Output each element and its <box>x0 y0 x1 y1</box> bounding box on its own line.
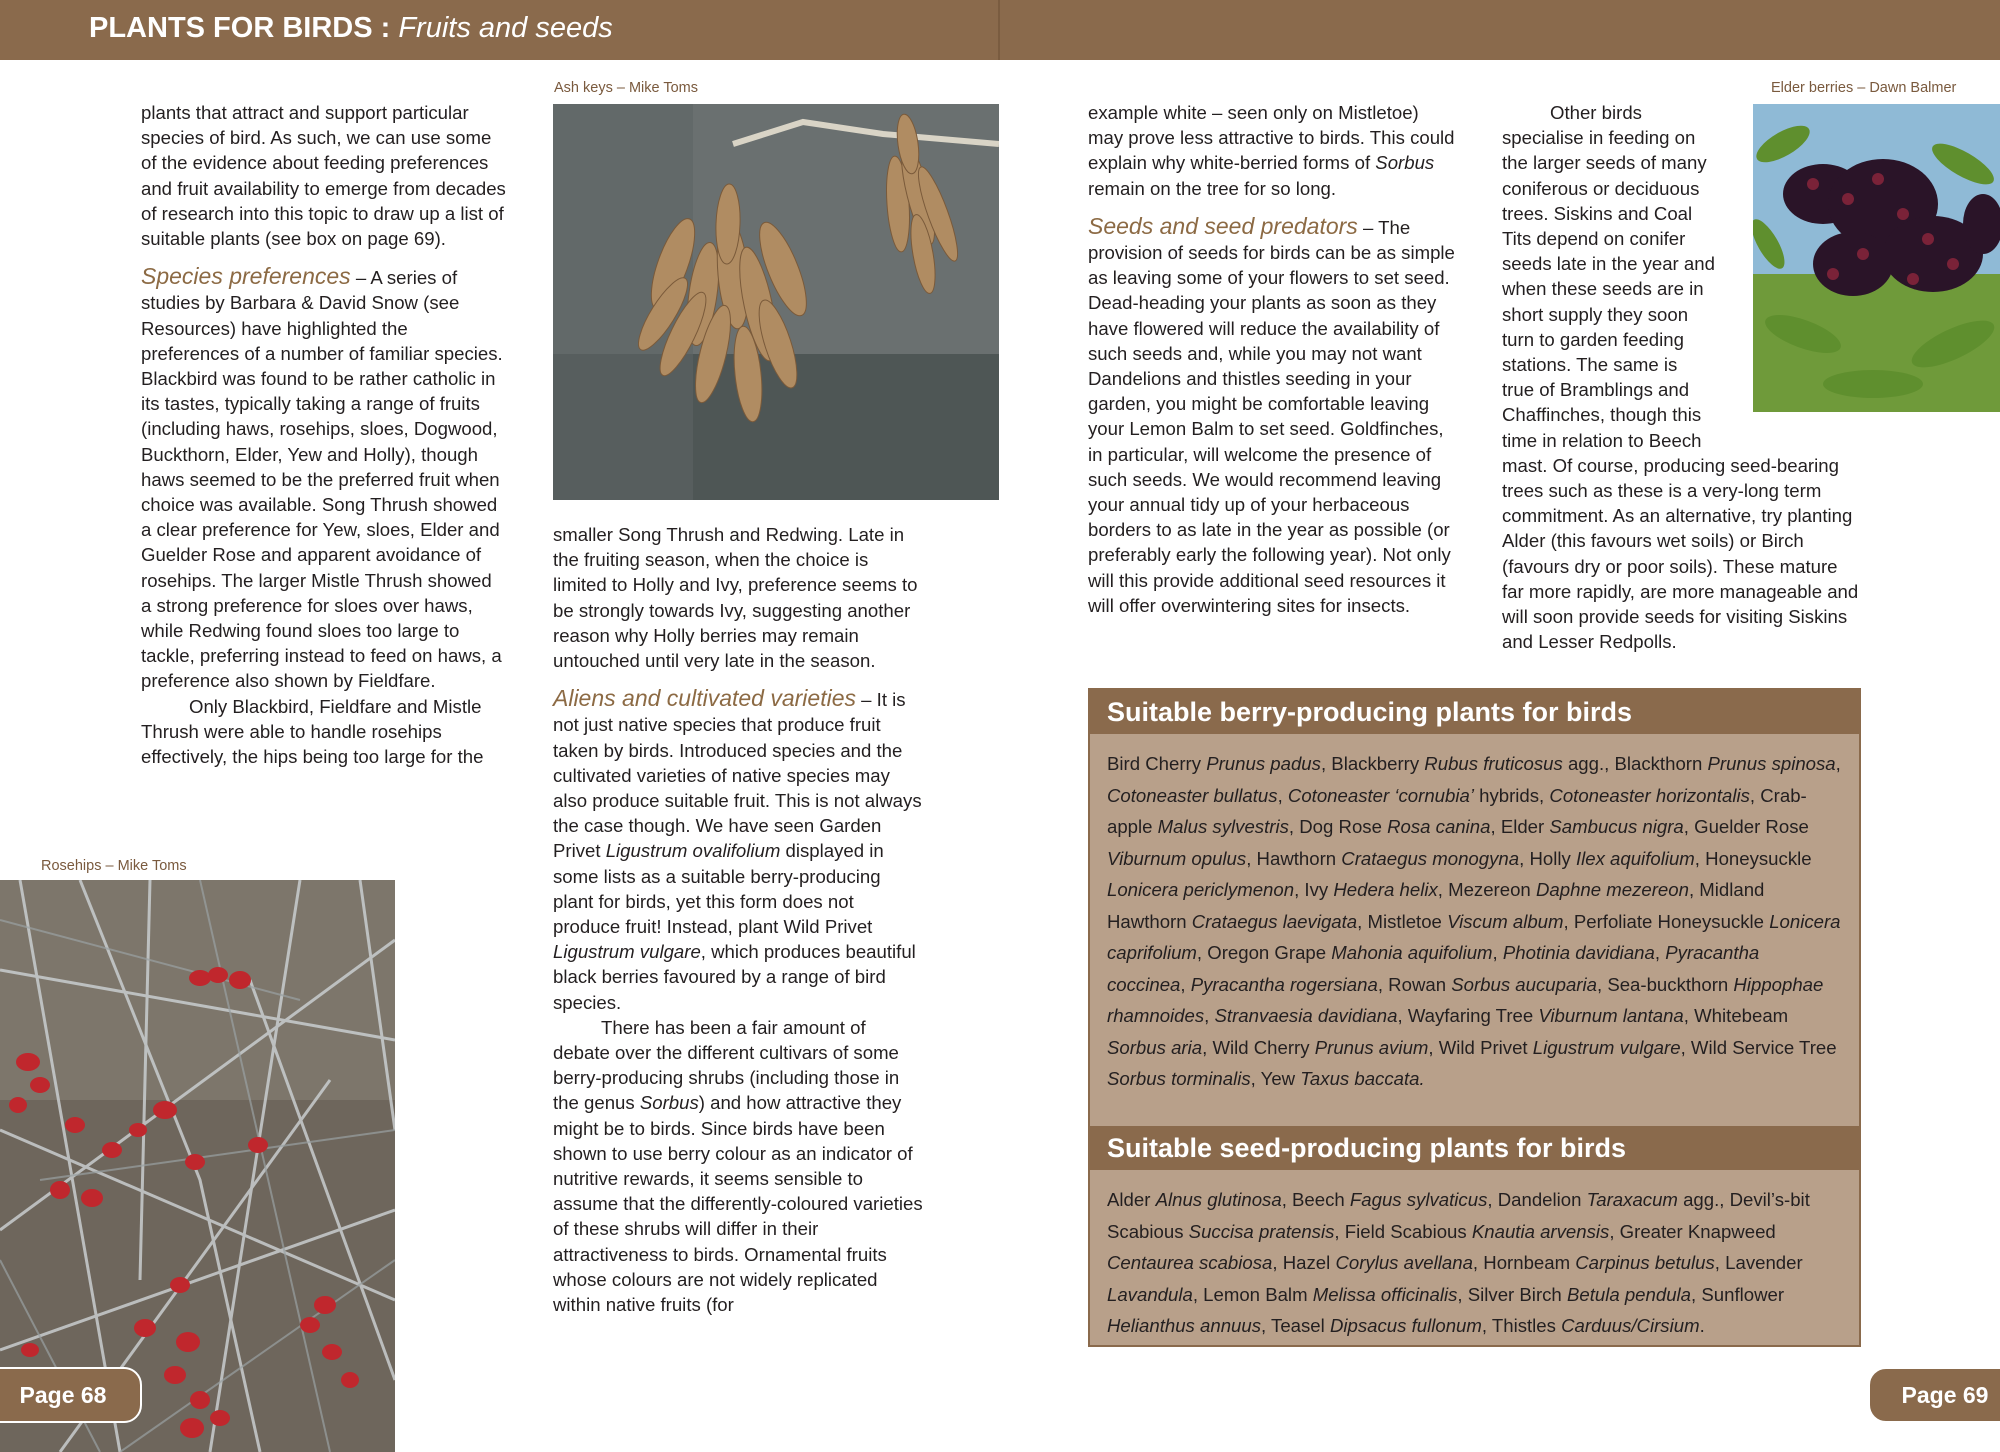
plant-separator: , <box>1490 816 1501 837</box>
plant-common-name: Hornbeam <box>1483 1252 1576 1273</box>
plant-entry <box>1331 753 1614 774</box>
plant-separator: agg., <box>1677 1189 1730 1210</box>
plant-separator: , <box>1694 847 1706 869</box>
seed-plants-heading: Suitable seed-producing plants for birds <box>1090 1126 1859 1170</box>
plant-latin-name: Dipsacus fullonum <box>1329 1315 1482 1336</box>
plant-separator: , <box>1609 1220 1620 1242</box>
plant-common-name: Mistletoe <box>1367 910 1448 932</box>
paragraph-text: – A series of studies by Barbara & David Snow (see Resources) have highlighted the preferences of a number of familiar species. Blackbird was found to be rather catholic in its tastes, typically taking a range of fruits (including haws, rosehips, sloes, Dogwood, Buckthorn, Elder, Yew and Holly), though haws seemed to be the preferred fruit when choice was available. Song Thrush showed a clear preference for Yew, sloes, Elder and Guelder Rose and apparent avoidance of rosehips. The larger Mistle Thrush showed a strong preference for sloes over haws, while Redwing found sloes too large to tackle, preferring instead to feed on haws, a preference also shown by Fieldfare. <box>141 267 503 692</box>
plant-entry <box>1107 785 1288 806</box>
paragraph-text: There has been a fair amount of debate over the different cultivars of some berry-producing shrubs (including those in the genus <box>553 1016 900 1114</box>
text-line: when these seeds are in <box>1502 278 1704 300</box>
plant-latin-name: Prunus padus <box>1206 753 1321 774</box>
plant-separator: hybrids, <box>1473 784 1550 806</box>
berry-plants-heading: Suitable berry-producing plants for birds <box>1090 690 1859 734</box>
plant-entry <box>1191 974 1388 995</box>
plant-common-name: Silver Birch <box>1467 1283 1567 1305</box>
plant-entry <box>1283 1252 1484 1273</box>
plant-entry <box>1492 1315 1705 1336</box>
plant-common-name: Blackthorn <box>1614 753 1708 774</box>
plant-entry <box>1257 848 1530 869</box>
column-2 <box>553 522 923 1317</box>
plant-common-name: Hawthorn <box>1256 847 1342 869</box>
plant-common-name: Midland Hawthorn <box>1107 879 1765 932</box>
plant-separator: , <box>1281 1189 1293 1210</box>
plant-latin-name: Hippophae rhamnoides <box>1107 973 1824 1026</box>
plant-entry <box>1388 974 1607 995</box>
plant-common-name: Sea-buckthorn <box>1607 973 1734 995</box>
plant-separator: , <box>1683 816 1695 837</box>
plant-common-name: Whitebeam <box>1694 1005 1789 1026</box>
plant-latin-name: Centaurea scabiosa <box>1107 1252 1273 1273</box>
plant-common-name: Dandelion <box>1497 1189 1587 1210</box>
plant-common-name: Crab-apple <box>1107 784 1807 837</box>
plant-entry <box>1367 911 1573 932</box>
plant-entry <box>1288 785 1549 806</box>
paragraph <box>1088 214 1458 618</box>
plant-separator: , <box>1472 1252 1484 1273</box>
text-line: specialise in feeding on <box>1502 127 1696 149</box>
plant-latin-name: Lonicera periclymenon <box>1107 879 1295 900</box>
plant-separator: , <box>1596 973 1608 995</box>
plant-separator: , <box>1714 1252 1726 1273</box>
plant-separator: , <box>1357 910 1368 932</box>
plant-entry <box>1345 1221 1620 1242</box>
plant-common-name: Wild Service Tree <box>1690 1036 1837 1058</box>
plant-common-name: Elder <box>1500 816 1550 837</box>
plant-entry <box>1292 1189 1498 1210</box>
plant-common-name: Rowan <box>1388 973 1452 995</box>
ash-keys-photo <box>553 104 999 500</box>
plant-separator: , <box>1397 1005 1408 1026</box>
plant-separator: , <box>1437 879 1449 900</box>
plant-common-name: Bird Cherry <box>1107 753 1207 774</box>
plant-latin-name: Viburnum lantana <box>1538 1005 1684 1026</box>
plant-latin-name: Cotoneaster ‘cornubia’ <box>1287 784 1474 806</box>
page-number-left: Page 68 <box>0 1367 142 1423</box>
plant-latin-name: Ilex aquifolium <box>1575 847 1695 869</box>
plant-common-name: Field Scabious <box>1344 1220 1472 1242</box>
text-line: Tits depend on conifer <box>1502 228 1686 250</box>
plant-latin-name: Prunus avium <box>1314 1036 1429 1058</box>
plant-latin-name: Sorbus aria <box>1107 1036 1203 1058</box>
paragraph-text: displayed in some lists as a suitable berry-producing plant for birds, yet this form does not produce fruit! Instead, plant Wild Privet <box>553 840 884 938</box>
plant-separator: , <box>1196 942 1208 963</box>
plant-separator: , <box>1250 1068 1261 1089</box>
paragraph-text: , which produces beautiful black berries favoured by a range of bird species. <box>553 941 916 1013</box>
paragraph <box>553 1015 923 1317</box>
plant-common-name: Yew <box>1260 1068 1301 1089</box>
plant-latin-name: Taraxacum <box>1586 1189 1678 1210</box>
plant-entry <box>1261 1068 1425 1089</box>
plant-latin-name: Malus sylvestris <box>1157 816 1289 837</box>
plant-entry <box>1107 1189 1292 1210</box>
plant-latin-name: Hedera helix <box>1333 879 1438 900</box>
plant-separator: , <box>1204 1005 1215 1026</box>
plant-common-name: Mezereon <box>1448 879 1536 900</box>
plant-latin-name: Knautia arvensis <box>1471 1220 1610 1242</box>
plant-latin-name: Melissa officinalis <box>1312 1283 1458 1305</box>
column-4-wrapped-lines <box>1502 100 1862 453</box>
plant-entry <box>1549 785 1760 806</box>
plant-latin-name: Sorbus torminalis <box>1107 1068 1251 1089</box>
plant-latin-name: Mahonia aquifolium <box>1331 942 1493 963</box>
plant-separator: , <box>1487 1189 1498 1210</box>
plant-list-box <box>1088 688 1861 1347</box>
plant-latin-name: Crataegus laevigata <box>1191 910 1358 932</box>
plant-common-name: Wayfaring Tree <box>1407 1005 1539 1026</box>
plant-latin-name: Viscum album <box>1447 910 1564 932</box>
plant-common-name: Ivy <box>1304 879 1334 900</box>
plant-separator: . <box>1699 1315 1705 1336</box>
page-number-right: Page 69 <box>1868 1367 2000 1423</box>
plant-latin-name: Cotoneaster bullatus <box>1107 784 1278 806</box>
plant-separator: , <box>1294 879 1305 900</box>
plant-latin-name: Carpinus betulus <box>1575 1252 1715 1273</box>
subheading-aliens-cultivated: Aliens and cultivated varieties <box>553 685 856 712</box>
plant-latin-name: Alnus glutinosa <box>1155 1189 1282 1210</box>
paragraph <box>553 686 923 1015</box>
spread-gutter <box>998 0 1000 60</box>
plant-entry <box>1299 816 1501 837</box>
plant-common-name: Wild Privet <box>1438 1036 1533 1058</box>
text-line: seeds late in the year and <box>1502 253 1715 275</box>
plant-separator: , <box>1261 1315 1272 1336</box>
paragraph-text: example white – seen only on Mistletoe) may prove less attractive to birds. This could explain why white-berried forms of <box>1088 102 1455 174</box>
paragraph: mast. Of course, producing seed-bearing trees such as these is a very-long term commitment. As an alternative, try planting Alder (this favours wet soils) or Birch (favours dry or poor soils). These mature far more rapidly, are more manageable and will soon provide seeds for visiting Siskins and Lesser Redpolls. <box>1502 454 1859 653</box>
plant-latin-name: Lavandula <box>1107 1283 1193 1305</box>
plant-common-name: Honeysuckle <box>1705 847 1812 869</box>
latin-name: Sorbus <box>1375 152 1435 174</box>
plant-entry <box>1212 1037 1438 1058</box>
plant-common-name: Alder <box>1107 1189 1156 1210</box>
paragraph: plants that attract and support particular species of bird. As such, we can use some of the evidence about feeding preferences and fruit availability to emerge from decades of research into this topic to draw up a list of suitable plants (see box on page 69). <box>141 102 506 250</box>
plant-separator: , <box>1654 942 1666 963</box>
plant-latin-name: Sorbus aucuparia <box>1451 973 1597 995</box>
text-line: short supply they soon <box>1502 303 1689 325</box>
plant-latin-name: Betula pendula <box>1566 1283 1692 1305</box>
paragraph-text: – The provision of seeds for birds can be as simple as leaving some of your flowers to set seed. Dead-heading your plants as soon as they have flowered will reduce the availability of such seeds and, while you may not want Dandelions and thistles seeding in your garden, you might be comfortable leaving your Lemon Balm to set seed. Goldfinches, in particular, will welcome the presence of such seeds. We would recommend leaving your annual tidy up of your herbaceous borders to as late in the year as possible (or preferably early the following year). Not only will this provide additional seed resources it will offer overwintering sites for insects. <box>1088 216 1455 616</box>
plant-common-name: Blackberry <box>1331 753 1425 774</box>
header-title-topic: Fruits and seeds <box>398 12 613 44</box>
plant-entry <box>1501 816 1694 837</box>
plant-separator: agg., <box>1562 753 1615 774</box>
plant-separator: , <box>1272 1252 1283 1273</box>
plant-common-name: Sunflower <box>1701 1283 1785 1305</box>
plant-common-name: Wild Cherry <box>1212 1036 1315 1058</box>
header-title <box>89 12 613 45</box>
text-line: Chaffinches, though this <box>1502 404 1702 426</box>
plant-entry <box>1448 879 1699 900</box>
plant-entry <box>1215 1005 1408 1026</box>
seed-plants-list <box>1090 1170 1859 1342</box>
latin-name: Ligustrum ovalifolium <box>605 840 781 862</box>
plant-separator: , <box>1749 784 1761 806</box>
column-4 <box>1502 100 1862 654</box>
plant-entry <box>1503 942 1665 963</box>
text-line: Other birds <box>1550 102 1642 123</box>
latin-name: Sorbus <box>639 1092 699 1114</box>
plant-entry <box>1203 1284 1468 1305</box>
header-title-section: PLANTS FOR BIRDS : <box>89 12 399 44</box>
plant-latin-name: Pyracantha rogersiana <box>1190 973 1378 995</box>
paragraph <box>141 264 506 693</box>
plant-separator: , <box>1192 1283 1204 1305</box>
plant-separator: , <box>1481 1315 1492 1336</box>
plant-latin-name: Taxus baccata. <box>1300 1068 1425 1089</box>
plant-latin-name: Rosa canina <box>1387 816 1491 837</box>
plant-latin-name: Stranvaesia davidiana <box>1214 1005 1398 1026</box>
plant-common-name: Perfoliate Honeysuckle <box>1573 910 1770 932</box>
paragraph: smaller Song Thrush and Redwing. Late in the fruiting season, when the choice is limited to Holly and Ivy, preference seems to be strongly towards Ivy, suggesting another reason why Holly berries may remain untouched until very late in the season. <box>553 524 918 672</box>
plant-entry <box>1107 753 1331 774</box>
plant-separator: , <box>1334 1220 1345 1242</box>
plant-latin-name: Succisa pratensis <box>1188 1220 1335 1242</box>
text-line: coniferous or deciduous <box>1502 177 1700 199</box>
plant-separator: , <box>1691 1283 1702 1305</box>
plant-common-name: Thistles <box>1491 1315 1562 1336</box>
latin-name: Ligustrum vulgare <box>553 941 701 963</box>
page-header <box>0 0 2000 60</box>
plant-common-name: Guelder Rose <box>1694 816 1809 837</box>
plant-separator: , <box>1688 879 1700 900</box>
berry-plants-list <box>1090 734 1859 1126</box>
plant-common-name: Lemon Balm <box>1203 1283 1313 1305</box>
plant-separator: , <box>1246 847 1257 869</box>
plant-separator: , <box>1180 973 1191 995</box>
plant-common-name: Holly <box>1529 847 1576 869</box>
plant-latin-name: Corylus avellana <box>1335 1252 1473 1273</box>
column-1 <box>141 100 506 769</box>
plant-separator: , <box>1428 1036 1439 1058</box>
plant-entry <box>1304 879 1448 900</box>
plant-entry <box>1468 1284 1702 1305</box>
plant-separator: , <box>1492 942 1503 963</box>
plant-separator: , <box>1288 816 1300 837</box>
plant-latin-name: Ligustrum vulgare <box>1532 1036 1681 1058</box>
plant-common-name: Greater Knapweed <box>1619 1220 1776 1242</box>
column-3 <box>1088 100 1458 618</box>
plant-common-name: Teasel <box>1271 1315 1330 1336</box>
plant-separator: , <box>1519 847 1530 869</box>
plant-separator: , <box>1277 784 1288 806</box>
plant-entry <box>1614 753 1840 774</box>
plant-separator: , <box>1683 1005 1695 1026</box>
plant-common-name: Hazel <box>1282 1252 1336 1273</box>
plant-separator: , <box>1835 753 1841 774</box>
plant-entry <box>1271 1315 1492 1336</box>
plant-latin-name: Prunus spinosa <box>1707 753 1836 774</box>
plant-latin-name: Carduus/Cirsium <box>1561 1315 1700 1336</box>
plant-latin-name: Cotoneaster horizontalis <box>1549 784 1750 806</box>
plant-common-name: Dog Rose <box>1299 816 1388 837</box>
plant-common-name: Lavender <box>1725 1252 1803 1273</box>
plant-latin-name: Photinia davidiana <box>1502 942 1655 963</box>
text-line: stations. The same is <box>1502 354 1678 376</box>
subheading-seeds-predators: Seeds and seed predators <box>1088 212 1358 239</box>
plant-common-name: Devil’s-bit Scabious <box>1107 1189 1810 1242</box>
plant-latin-name: Crataegus monogyna <box>1341 847 1520 869</box>
plant-separator: , <box>1457 1283 1468 1305</box>
paragraph-text: – It is not just native species that produce fruit taken by birds. Introduced species and the cultivated varieties of native species may also produce suitable fruit. This is not always the case though. We have seen Garden Privet <box>553 689 922 862</box>
plant-entry <box>1498 1189 1730 1210</box>
plant-entry <box>1207 942 1503 963</box>
plant-latin-name: Daphne mezereon <box>1535 879 1689 900</box>
photo-caption-rosehips: Rosehips – Mike Toms <box>41 858 187 874</box>
text-line: turn to garden feeding <box>1502 328 1684 350</box>
photo-caption-ash-keys: Ash keys – Mike Toms <box>554 80 698 96</box>
plant-common-name: Oregon Grape <box>1207 942 1332 963</box>
plant-separator: , <box>1680 1036 1691 1058</box>
plant-latin-name: Fagus sylvaticus <box>1349 1189 1488 1210</box>
plant-separator: , <box>1563 910 1574 932</box>
text-line: true of Bramblings and <box>1502 379 1690 401</box>
paragraph <box>1088 100 1458 201</box>
plant-latin-name: Sambucus nigra <box>1549 816 1684 837</box>
plant-entry <box>1483 1252 1725 1273</box>
photo-caption-elder: Elder berries – Dawn Balmer <box>1771 80 1957 96</box>
plant-latin-name: Helianthus annuus <box>1107 1315 1262 1336</box>
plant-entry <box>1408 1005 1694 1026</box>
plant-common-name: Beech <box>1292 1189 1350 1210</box>
text-line: time in relation to Beech <box>1502 429 1702 451</box>
text-line: the larger seeds of many <box>1502 152 1707 174</box>
paragraph-text: ) and how attractive they might be to birds. Since birds have been shown to use berry colour as an indicator of nutritive rewards, it seems sensible to assume that the differently-coloured varieties of these shrubs will differ in their attractiveness to birds. Ornamental fruits whose colours are not widely replicated within native fruits (for <box>553 1092 923 1316</box>
paragraph: Only Blackbird, Fieldfare and Mistle Thrush were able to handle rosehips effectively, the hips being too large for the <box>141 695 484 768</box>
plant-latin-name: Pyracantha coccinea <box>1107 942 1760 995</box>
plant-latin-name: Lonicera caprifolium <box>1107 910 1841 963</box>
plant-separator: , <box>1202 1036 1213 1058</box>
plant-entry <box>1529 848 1705 869</box>
plant-separator: , <box>1320 753 1332 774</box>
plant-separator: , <box>1377 973 1389 995</box>
plant-latin-name: Rubus fruticosus <box>1424 753 1563 774</box>
plant-latin-name: Viburnum opulus <box>1107 847 1247 869</box>
plant-entry <box>1439 1037 1691 1058</box>
paragraph-text: remain on the tree for so long. <box>1088 177 1337 199</box>
subheading-species-preferences: Species preferences <box>141 263 351 290</box>
text-line: trees. Siskins and Coal <box>1502 202 1693 224</box>
